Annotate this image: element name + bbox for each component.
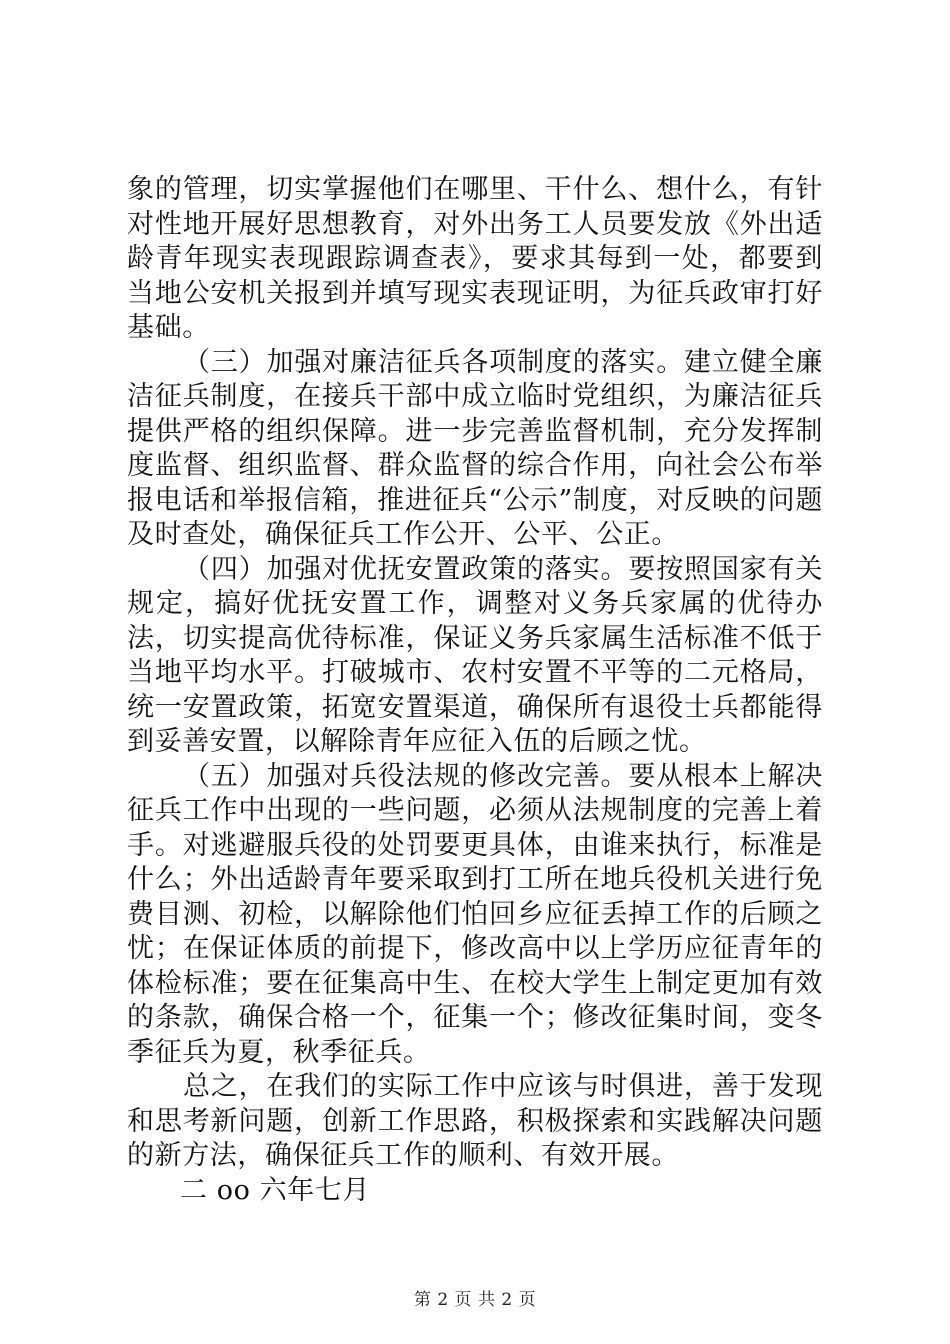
paragraph-conclusion: 总之，在我们的实际工作中应该与时俱进，善于发现和思考新问题，创新工作思路，积极探索和实践解决问题的新方法，确保征兵工作的顺利、有效开展。: [127, 1071, 823, 1171]
page-footer: 第 2 页 共 2 页: [413, 1290, 537, 1310]
document-date: 二 oo 六年七月: [180, 1174, 371, 1206]
paragraph-military-law: （五）加强对兵役法规的修改完善。要从根本上解决征兵工作中出现的一些问题，必须从法规制度的完善上着手。对逃避服兵役的处罚要更具体，由谁来执行，标准是什么；外出适龄青年要采取到打工所在地兵役机关进行免费目测、初检，以解除他们怕回乡应征丢掉工作的后顾之忧；在保证体质的前提下，修改高中以上学历应征青年的体检标准；要在征集高中生、在校大学生上制定更加有效的条款，确保合格一个，征集一个；修改征集时间，变冬季征兵为夏，秋季征兵。: [127, 760, 823, 1068]
paragraph-clean-recruitment: （三）加强对廉洁征兵各项制度的落实。建立健全廉洁征兵制度，在接兵干部中成立临时党组织，为廉洁征兵提供严格的组织保障。进一步完善监督机制，充分发挥制度监督、组织监督、群众监督的综合作用，向社会公布举报电话和举报信箱，推进征兵“公示”制度，对反映的问题及时查处，确保征兵工作公开、公平、公正。: [127, 346, 823, 550]
paragraph-placement-policy: （四）加强对优抚安置政策的落实。要按照国家有关规定，搞好优抚安置工作，调整对义务兵家属的优待办法，切实提高优待标准，保证义务兵家属生活标准不低于当地平均水平。打破城市、农村安置不平等的二元格局，统一安置政策，拓宽安置渠道，确保所有退役士兵都能得到妥善安置，以解除青年应征入伍的后顾之忧。: [127, 553, 823, 757]
document-body: [127, 173, 823, 1208]
paragraph-management: 象的管理，切实掌握他们在哪里、干什么、想什么，有针对性地开展好思想教育，对外出务工人员要发放《外出适龄青年现实表现跟踪调查表》，要求其每到一处，都要到当地公安机关报到并填写现实表现证明，为征兵政审打好基础。: [127, 174, 823, 343]
